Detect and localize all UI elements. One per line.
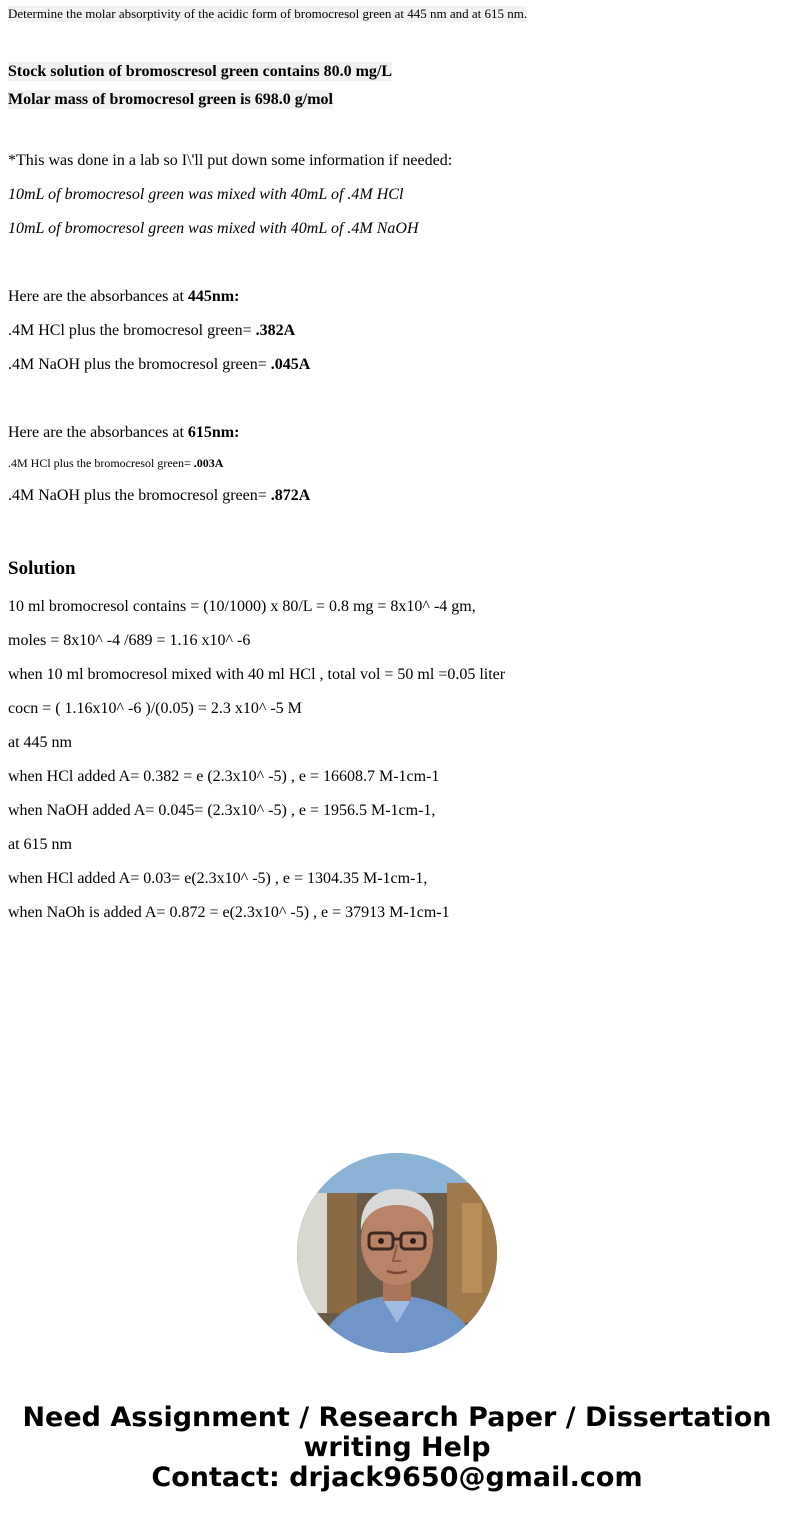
absorbance-615-naoh-value: .872A	[270, 487, 311, 504]
absorbance-615-naoh	[8, 486, 310, 505]
solution-heading: Solution	[8, 558, 76, 579]
solution-line: cocn = ( 1.16x10^ -6 )/(0.05) = 2.3 x10^ -5 M	[8, 700, 302, 717]
absorbance-445-hcl-label: .4M HCl plus the bromocresol green=	[8, 322, 256, 339]
solution-line: when 10 ml bromocresol mixed with 40 ml HCl , total vol = 50 ml =0.05 liter	[8, 666, 506, 683]
author-avatar	[297, 1153, 497, 1353]
absorbance-445-naoh	[8, 355, 310, 374]
question-title: Determine the molar absorptivity of the acidic form of bromocresol green at 445 nm and at 615 nm.	[8, 6, 528, 21]
absorbance-615-hcl-label: .4M HCl plus the bromocresol green=	[8, 456, 194, 470]
footer-contact: Contact: drjack9650@gmail.com	[151, 1462, 643, 1493]
solution-line: 10 ml bromocresol contains = (10/1000) x 80/L = 0.8 mg = 8x10^ -4 gm,	[8, 598, 476, 615]
absorbance-445-intro	[8, 287, 239, 306]
absorbance-445-hcl	[8, 321, 295, 340]
absorbance-615-hcl-value: .003A	[193, 456, 224, 470]
solution-line: when HCl added A= 0.382 = e (2.3x10^ -5) , e = 16608.7 M-1cm-1	[8, 768, 440, 785]
footer-advert	[0, 1403, 794, 1493]
solution-line: moles = 8x10^ -4 /689 = 1.16 x10^ -6	[8, 632, 251, 649]
absorbance-615-intro-text: Here are the absorbances at	[8, 424, 188, 441]
absorbance-445-wavelength: 445nm:	[187, 288, 240, 305]
absorbance-445-hcl-value: .382A	[255, 322, 296, 339]
absorbance-445-naoh-label: .4M NaOH plus the bromocresol green=	[8, 356, 271, 373]
stock-solution-line: Stock solution of bromoscresol green contains 80.0 mg/L	[8, 63, 393, 80]
absorbance-445-naoh-value: .045A	[270, 356, 311, 373]
footer-line-1: Need Assignment / Research Paper / Dissertation	[22, 1402, 772, 1433]
absorbance-615-wavelength: 615nm:	[187, 424, 240, 441]
author-portrait-image	[297, 1153, 497, 1353]
absorbance-615-naoh-label: .4M NaOH plus the bromocresol green=	[8, 487, 271, 504]
absorbance-615-hcl	[8, 456, 223, 471]
solution-line: when HCl added A= 0.03= e(2.3x10^ -5) , e = 1304.35 M-1cm-1,	[8, 870, 428, 887]
solution-line: when NaOh is added A= 0.872 = e(2.3x10^ -5) , e = 37913 M-1cm-1	[8, 904, 450, 921]
mix-hcl-line: 10mL of bromocresol green was mixed with 40mL of .4M HCl	[8, 186, 404, 203]
mix-naoh-line: 10mL of bromocresol green was mixed with 40mL of .4M NaOH	[8, 220, 419, 237]
absorbance-615-intro	[8, 423, 239, 442]
solution-line: at 615 nm	[8, 836, 72, 853]
lab-note: *This was done in a lab so I\'ll put down some information if needed:	[8, 152, 453, 169]
solution-line: at 445 nm	[8, 734, 72, 751]
molar-mass-line: Molar mass of bromocresol green is 698.0 g/mol	[8, 91, 333, 108]
solution-line: when NaOH added A= 0.045= (2.3x10^ -5) , e = 1956.5 M-1cm-1,	[8, 802, 436, 819]
footer-line-2: writing Help	[303, 1432, 491, 1463]
absorbance-445-intro-text: Here are the absorbances at	[8, 288, 188, 305]
